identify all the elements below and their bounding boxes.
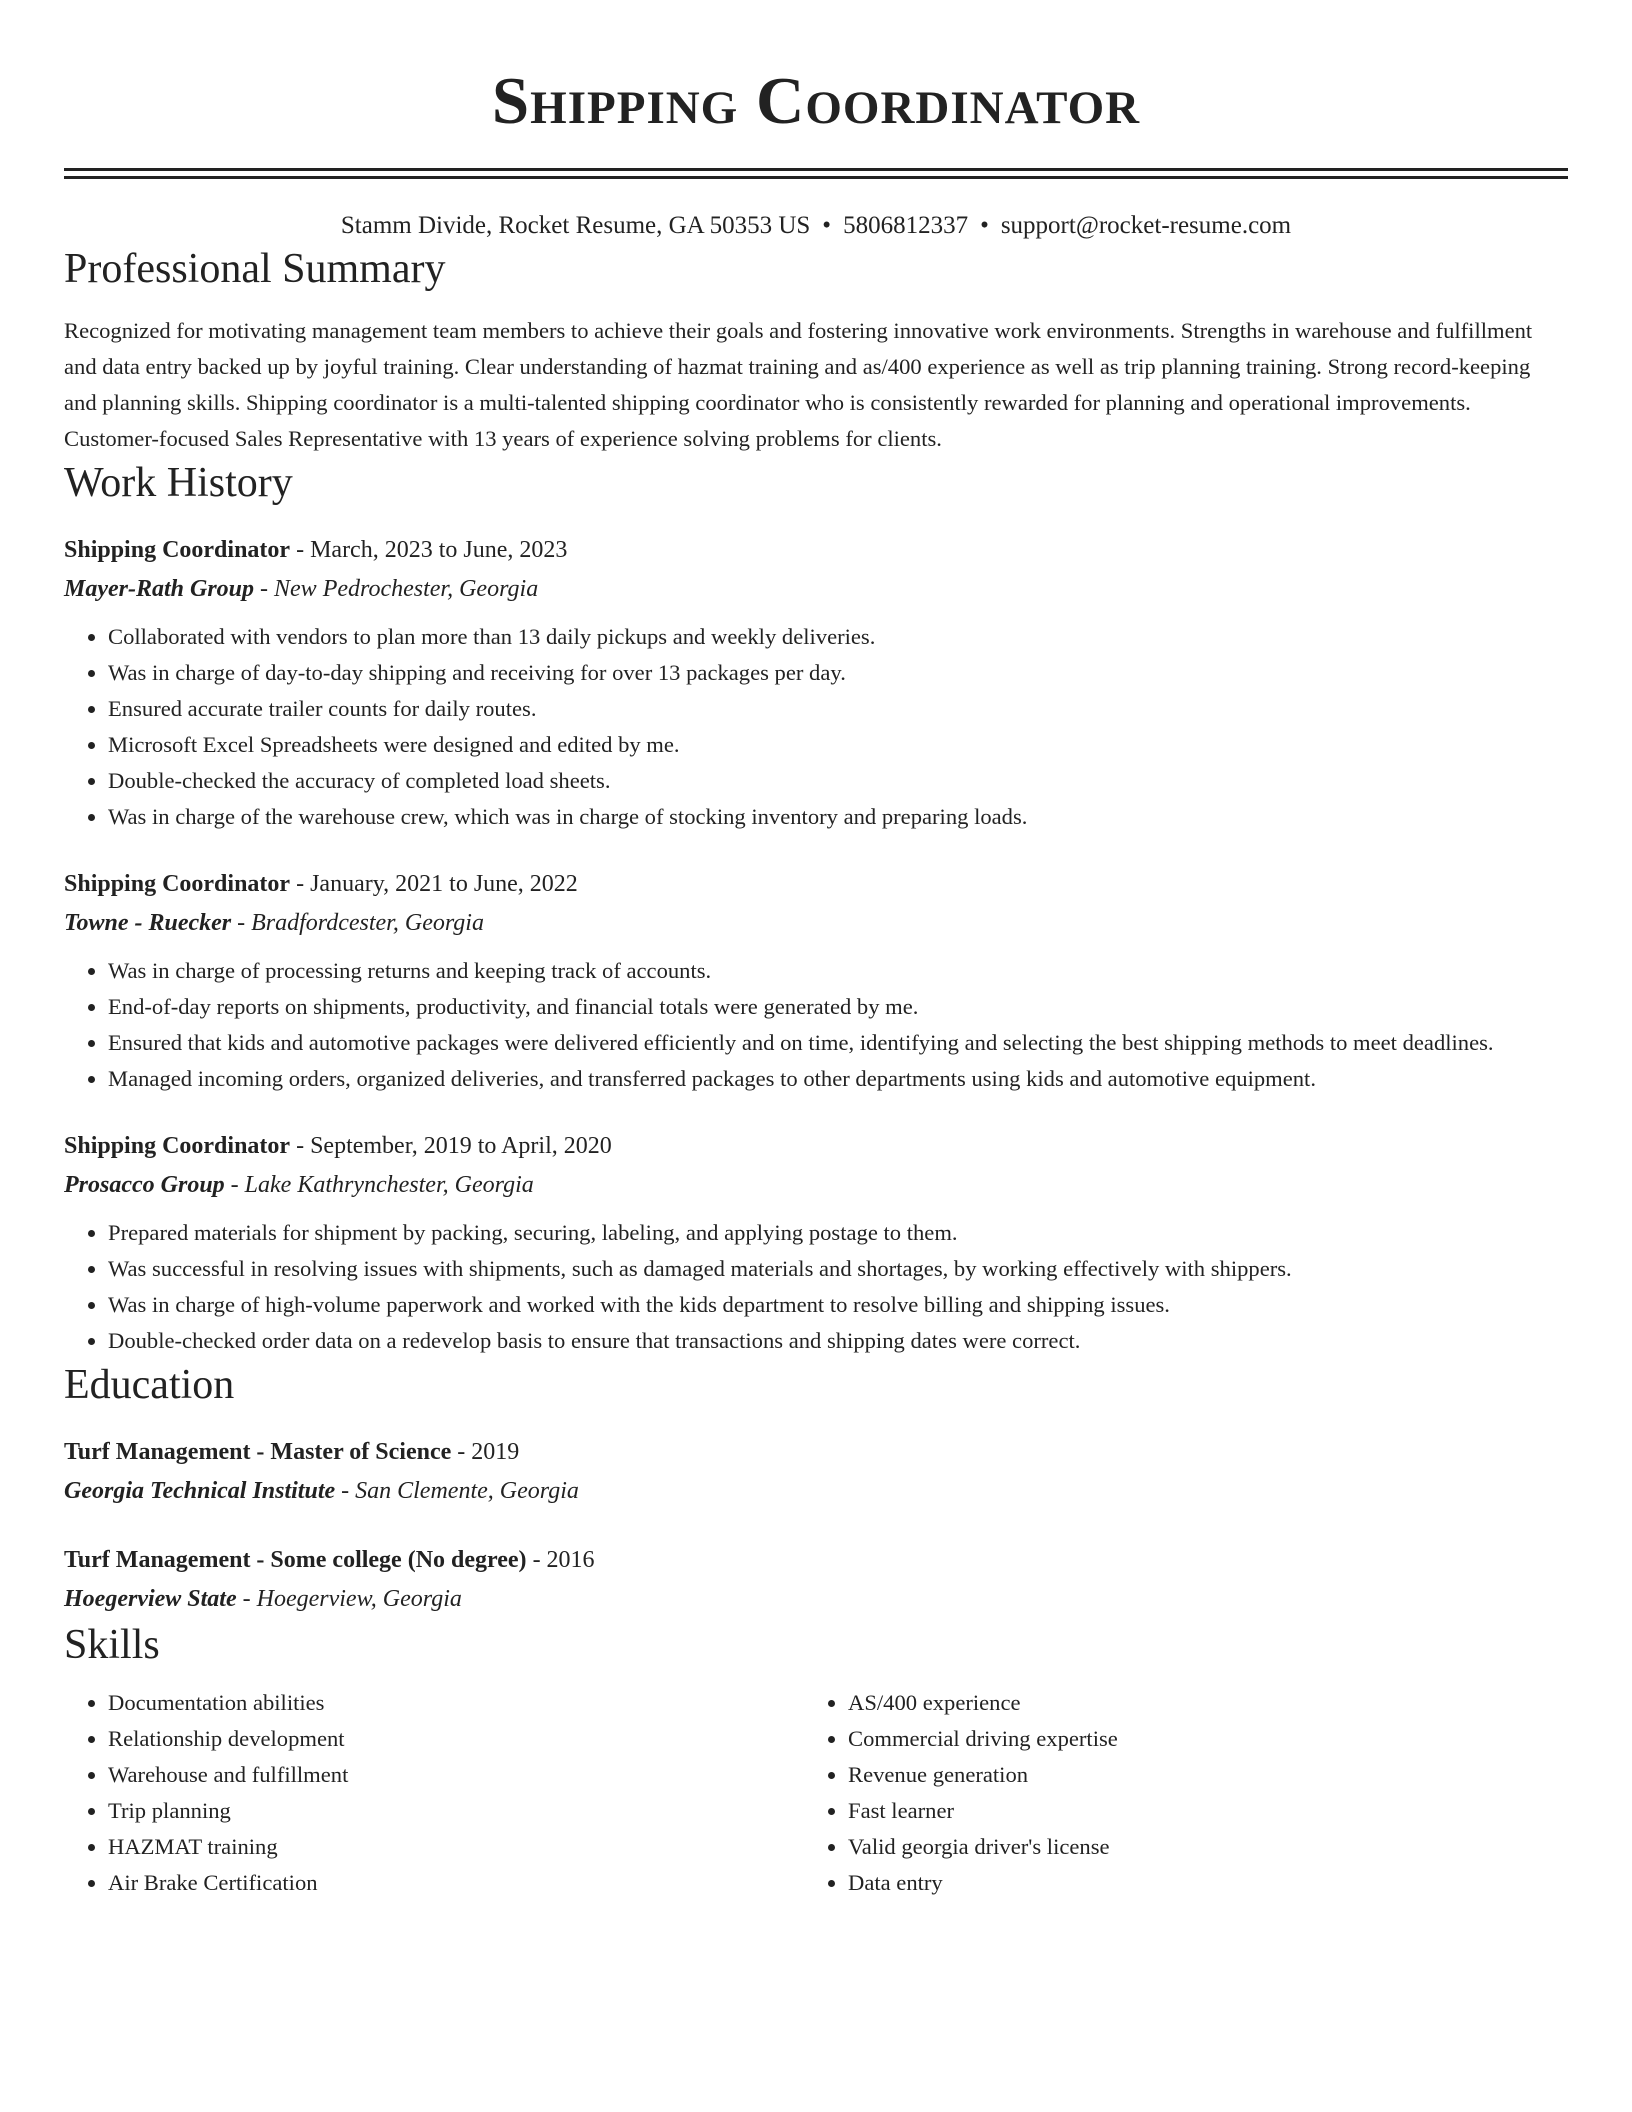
education-location: - Hoegerview, Georgia bbox=[236, 1586, 462, 1612]
job-company: Towne - Ruecker bbox=[64, 910, 232, 936]
job-bullet: • Was in charge of day-to-day shipping and receiving for over 13 packages per day. bbox=[108, 655, 1568, 691]
education-header bbox=[64, 1541, 1568, 1579]
skill-item: • Valid georgia driver's license bbox=[848, 1829, 1544, 1865]
work-history-heading: Work History bbox=[64, 460, 293, 506]
skill-item: • HAZMAT training bbox=[108, 1829, 804, 1865]
job-header bbox=[64, 1127, 1568, 1165]
education-location: - San Clemente, Georgia bbox=[335, 1478, 579, 1504]
skill-item: • Relationship development bbox=[108, 1721, 804, 1757]
education-heading: Education bbox=[64, 1362, 235, 1408]
job-bullet: • Prepared materials for shipment by packing, securing, labeling, and applying postage to them. bbox=[108, 1215, 1568, 1251]
job-bullet: • Was in charge of processing returns and keeping track of accounts. bbox=[108, 953, 1568, 989]
skill-item: • Commercial driving expertise bbox=[848, 1721, 1544, 1757]
skills-grid bbox=[64, 1685, 1568, 1901]
job-bullet: • Managed incoming orders, organized deliveries, and transferred packages to other departments using kids and automotive equipment. bbox=[108, 1061, 1568, 1097]
job-company: Prosacco Group bbox=[64, 1172, 225, 1198]
job-dates: - September, 2019 to April, 2020 bbox=[290, 1133, 612, 1159]
job-bullet: • Ensured accurate trailer counts for daily routes. bbox=[108, 691, 1568, 727]
job-bullet: • Collaborated with vendors to plan more than 13 daily pickups and weekly deliveries. bbox=[108, 619, 1568, 655]
contact-separator: • bbox=[980, 212, 989, 239]
skill-item: • Revenue generation bbox=[848, 1757, 1544, 1793]
job-bullet: • Ensured that kids and automotive packages were delivered efficiently and on time, identifying and selecting the best shipping methods to meet deadlines. bbox=[108, 1025, 1568, 1061]
education-degree: Turf Management - Some college (No degree) bbox=[64, 1547, 527, 1573]
job-location: - Lake Kathrynchester, Georgia bbox=[224, 1172, 534, 1198]
skill-item: • AS/400 experience bbox=[848, 1685, 1544, 1721]
skill-item: • Warehouse and fulfillment bbox=[108, 1757, 804, 1793]
job-bullet: • End-of-day reports on shipments, productivity, and financial totals were generated by me. bbox=[108, 989, 1568, 1025]
job-role: Shipping Coordinator bbox=[64, 1133, 291, 1159]
job-role: Shipping Coordinator bbox=[64, 537, 291, 563]
education-school-line bbox=[64, 1471, 1568, 1511]
education-school-line bbox=[64, 1579, 1568, 1619]
job-bullet: • Was successful in resolving issues with shipments, such as damaged materials and shortages, by working effectively with shippers. bbox=[108, 1251, 1568, 1287]
contact-line bbox=[64, 209, 1568, 243]
skills-column-left bbox=[64, 1685, 804, 1901]
job-header bbox=[64, 865, 1568, 903]
job-company-line bbox=[64, 903, 1568, 943]
job-company-line bbox=[64, 1165, 1568, 1205]
job-bullets bbox=[64, 619, 1568, 835]
resume-name: Shipping Coordinator bbox=[491, 64, 1141, 138]
skill-item: • Air Brake Certification bbox=[108, 1865, 804, 1901]
education-school: Georgia Technical Institute bbox=[64, 1478, 336, 1504]
header-divider bbox=[64, 168, 1568, 171]
job-bullet: • Microsoft Excel Spreadsheets were designed and edited by me. bbox=[108, 727, 1568, 763]
skill-item: • Documentation abilities bbox=[108, 1685, 804, 1721]
job-role: Shipping Coordinator bbox=[64, 871, 291, 897]
job-company-line bbox=[64, 569, 1568, 609]
summary-text: Recognized for motivating management team members to achieve their goals and fostering innovative work environments. Strengths in warehouse and fulfillment and data entry backed up by joyful training. Clear understanding of hazmat training and as/400 experience as well as trip planning training. Strong record-keeping and planning skills. Shipping coordinator is a multi-talented shipping coordinator who is consistently rewarded for planning and operational improvements. Customer-focused Sales Representative with 13 years of experience solving problems for clients. bbox=[64, 318, 1533, 451]
job-dates: - March, 2023 to June, 2023 bbox=[290, 537, 568, 563]
job-entry bbox=[64, 865, 1568, 1097]
skills-heading: Skills bbox=[64, 1622, 160, 1668]
contact-phone: 5806812337 bbox=[843, 212, 969, 239]
job-dates: - January, 2021 to June, 2022 bbox=[290, 871, 578, 897]
skills-column-right bbox=[804, 1685, 1544, 1901]
job-bullet: • Was in charge of high-volume paperwork and worked with the kids department to resolve billing and shipping issues. bbox=[108, 1287, 1568, 1323]
education-year: - 2016 bbox=[526, 1547, 595, 1573]
job-bullets bbox=[64, 1215, 1568, 1359]
job-location: - New Pedrochester, Georgia bbox=[254, 576, 539, 602]
skill-item: • Trip planning bbox=[108, 1793, 804, 1829]
job-entry bbox=[64, 531, 1568, 835]
job-bullet: • Was in charge of the warehouse crew, which was in charge of stocking inventory and preparing loads. bbox=[108, 799, 1568, 835]
contact-email: support@rocket-resume.com bbox=[1000, 212, 1292, 239]
education-degree: Turf Management - Master of Science bbox=[64, 1439, 452, 1465]
job-bullet: • Double-checked order data on a redevelop basis to ensure that transactions and shipping dates were correct. bbox=[108, 1323, 1568, 1359]
education-entry bbox=[64, 1541, 1568, 1619]
education-school: Hoegerview State bbox=[64, 1586, 237, 1612]
contact-address: Stamm Divide, Rocket Resume, GA 50353 US bbox=[340, 212, 811, 239]
education-entry bbox=[64, 1433, 1568, 1511]
job-location: - Bradfordcester, Georgia bbox=[231, 910, 484, 936]
contact-separator: • bbox=[822, 212, 832, 239]
job-entry bbox=[64, 1127, 1568, 1359]
job-company: Mayer-Rath Group bbox=[64, 576, 255, 602]
job-bullet: • Double-checked the accuracy of completed load sheets. bbox=[108, 763, 1568, 799]
skill-item: • Fast learner bbox=[848, 1793, 1544, 1829]
job-bullets bbox=[64, 953, 1568, 1097]
education-header bbox=[64, 1433, 1568, 1471]
education-year: - 2019 bbox=[451, 1439, 520, 1465]
job-header bbox=[64, 531, 1568, 569]
skill-item: • Data entry bbox=[848, 1865, 1544, 1901]
summary-heading: Professional Summary bbox=[64, 246, 446, 292]
